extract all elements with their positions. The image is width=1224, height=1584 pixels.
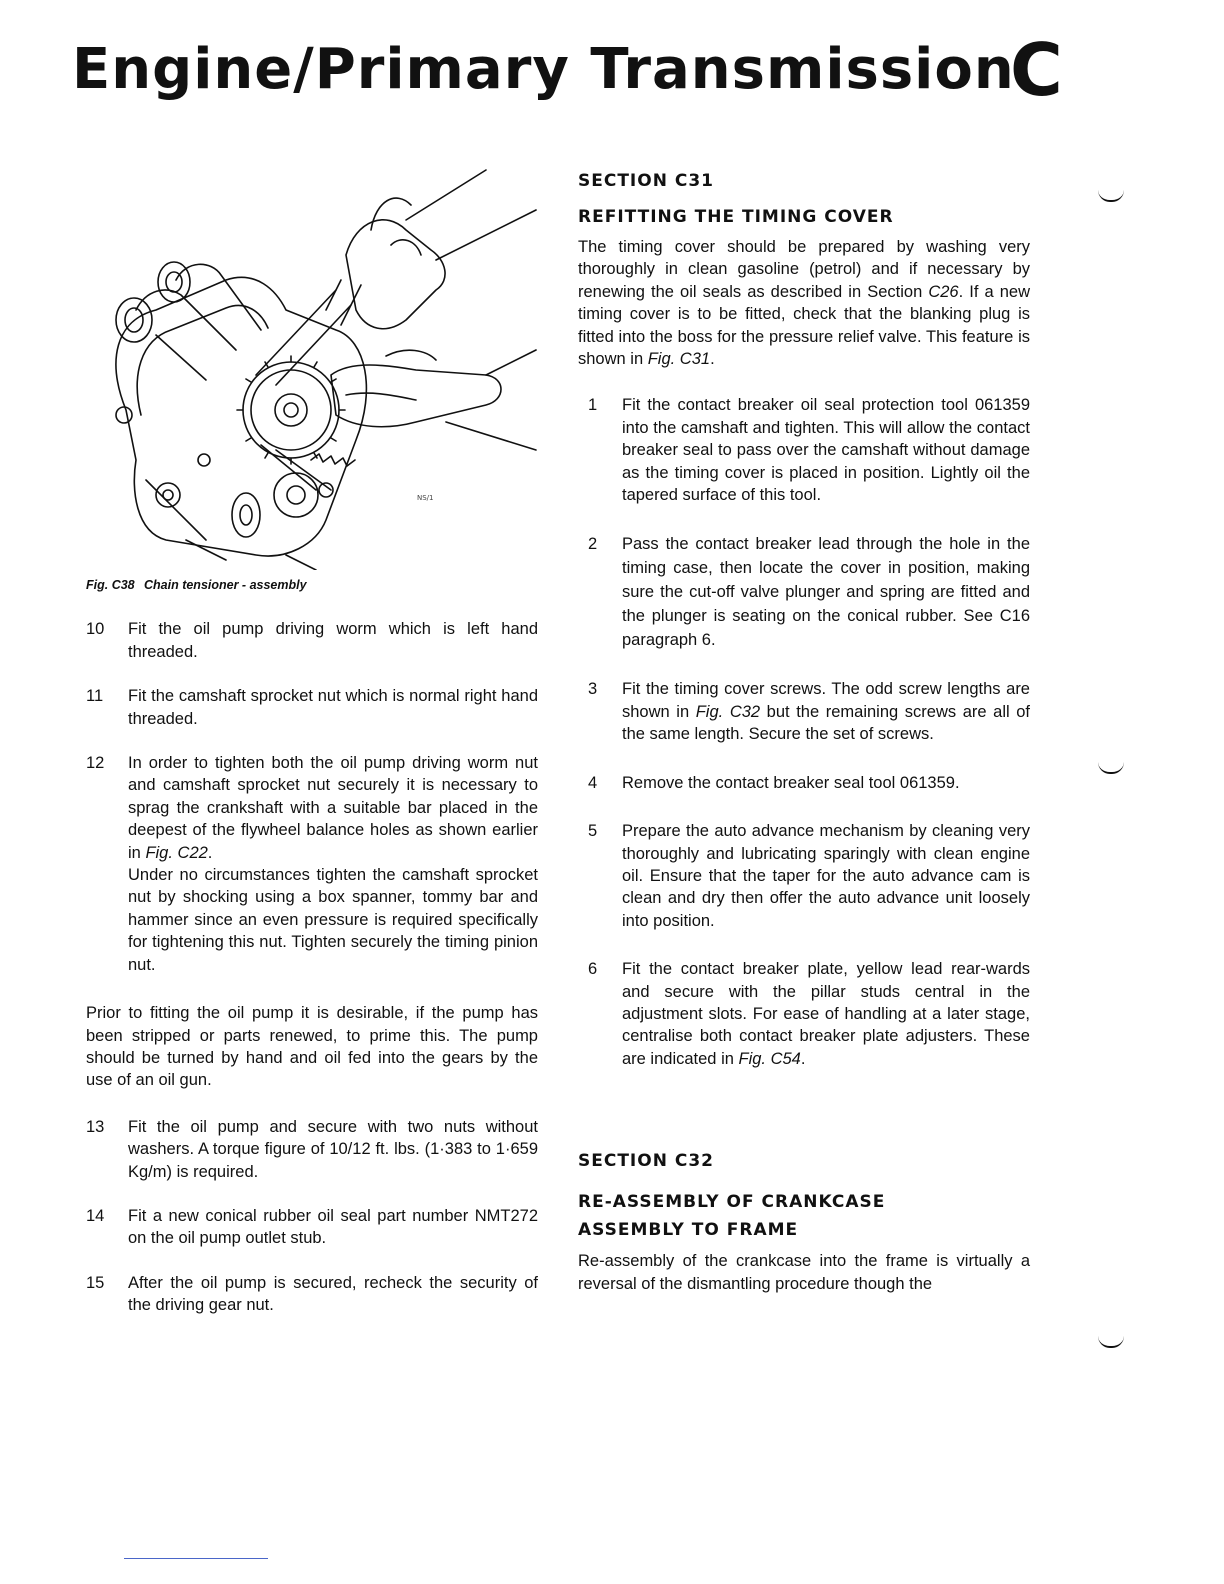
c31-step-2 [578, 532, 1030, 652]
step-number: 1 [588, 396, 598, 415]
intro-text-part: . If a new timing cover is to be fitted, check that the blanking plug is fitted into the boss for the pressure relief valve. This feature is shown in [578, 282, 1030, 369]
section-c32-title-line1: RE-ASSEMBLY OF CRANKCASE [578, 1192, 886, 1213]
section-reference: C26 [928, 282, 959, 301]
right-column [578, 168, 1030, 1319]
c31-step-3 [578, 678, 1030, 745]
c31-step-6 [578, 958, 1030, 1070]
step-13 [86, 1116, 538, 1183]
step-number: 11 [86, 687, 104, 706]
c31-step-5 [578, 820, 1030, 932]
step-text: After the oil pump is secured, recheck the security of the driving gear nut. [128, 1273, 538, 1315]
step-text: Remove the contact breaker seal tool 061359. [622, 773, 960, 792]
binder-hole-mark [1098, 190, 1124, 202]
step-number: 15 [86, 1273, 105, 1292]
step-10 [86, 618, 538, 663]
intro-text-part: . [710, 350, 715, 369]
step-text: Pass the contact breaker lead through the hole in the timing case, then locate the cover in position, making sure the cut-off valve plunger and spring are fitted and the plunger is seating on the conical rubber. See C16 paragraph 6. [622, 535, 1030, 650]
figure-number: Fig. C38 [86, 578, 135, 592]
step-text: Fit the camshaft sprocket nut which is normal right hand threaded. [128, 687, 538, 728]
chain-tensioner-illustration [86, 160, 538, 570]
section-c32-number: SECTION C32 [578, 1151, 714, 1172]
c31-step-1 [578, 394, 1030, 506]
chapter-letter: C [1010, 28, 1063, 112]
step-number: 3 [588, 680, 598, 699]
step-number: 5 [588, 822, 598, 841]
section-c31-title: REFITTING THE TIMING COVER [578, 207, 894, 227]
step-number: 14 [86, 1206, 105, 1225]
section-c32-title-line2: ASSEMBLY TO FRAME [578, 1220, 799, 1241]
step-14 [86, 1205, 538, 1250]
page-title: Engine/Primary Transmission [72, 37, 1015, 102]
step-text-part: . [800, 1049, 806, 1068]
step-text-part: but the remaining screws are all of the same length. Secure the set of screws. [622, 702, 1030, 744]
intro-text-part: The timing cover should be prepared by washing very thoroughly in clean gasoline (petrol) and if necessary by renewing the oil seals as described in Section [578, 238, 1030, 301]
section-c31-number: SECTION C31 [578, 171, 714, 191]
step-15 [86, 1272, 538, 1317]
step-text-part: . [207, 843, 213, 862]
figure-c38 [86, 160, 538, 570]
c31-step-4 [578, 772, 1030, 794]
step-text-warning: Under no circumstances tighten the camshaft sprocket nut by shocking using a box spanner, tommy bar and hammer since an even pressure is required specifically for tightening this nut. Tighten securely the timing pinion nut. [128, 866, 538, 974]
step-text: Fit a new conical rubber oil seal part number NMT272 on the oil pump outlet stub. [128, 1206, 538, 1248]
figure-reference: Fig. C54 [738, 1049, 801, 1068]
figure-caption-text: Chain tensioner - assembly [144, 578, 307, 592]
figure-reference: Fig. C22 [145, 843, 208, 862]
priming-paragraph: Prior to fitting the oil pump it is desirable, if the pump has been stripped or parts renewed, to prime this. The pump should be turned by hand and oil fed into the gears by the use of an oil gun. [86, 1004, 538, 1090]
step-text-part: In order to tighten both the oil pump driving worm nut and camshaft sprocket nut securely it is necessary to sprag the crankshaft with a suitable bar placed in the deepest of the flywheel balance holes as shown earlier in [128, 754, 538, 862]
step-number: 2 [588, 535, 598, 554]
step-text [622, 958, 1030, 1070]
step-number: 10 [86, 620, 105, 639]
step-number: 6 [588, 960, 598, 979]
step-text-part: Fit the timing cover screws. The odd screw lengths are shown in [622, 680, 1030, 721]
figure-reference: Fig. C31 [647, 350, 711, 369]
step-text: Fit the oil pump and secure with two nuts without washers. A torque figure of 10/12 ft. lbs. (1·383 to 1·659 Kg/m) is required. [128, 1117, 538, 1181]
step-number: 12 [86, 754, 105, 773]
step-text-part: Fit the contact breaker plate, yellow lead rear-wards and secure with the pillar studs central in the adjustment slots. For ease of handling at a later stage, centralise both contact breaker plate adjusters. These are indicated in [622, 960, 1030, 1068]
binder-hole-mark [1098, 1336, 1124, 1348]
step-12 [86, 752, 538, 976]
figure-caption [86, 574, 538, 596]
section-c32-text: Re-assembly of the crankcase into the frame is virtually a reversal of the dismantling procedure though the [578, 1252, 1030, 1293]
step-text: Fit the oil pump driving worm which is left hand threaded. [128, 620, 538, 661]
art-label: NS/1 [417, 494, 434, 502]
step-11 [86, 685, 538, 730]
section-c31-intro [578, 236, 1030, 370]
binder-hole-mark [1098, 762, 1124, 774]
step-number: 4 [588, 773, 598, 792]
step-text: Prepare the auto advance mechanism by cleaning very thoroughly and lubricating sparingly with clean engine oil. Ensure that the taper for the auto advance cam is clean and dry then offer the auto advance unit loosely into position. [622, 822, 1030, 930]
figure-reference: Fig. C32 [695, 702, 761, 721]
step-text: Fit the contact breaker oil seal protection tool 061359 into the camshaft and tighten. This will allow the contact breaker seal to pass over the camshaft without damage as the timing cover is placed in position. Lightly oil the tapered surface of this tool. [622, 396, 1030, 505]
step-text [622, 678, 1030, 745]
page-header [72, 28, 1072, 114]
footer-rule [124, 1558, 268, 1559]
left-column [86, 160, 538, 1339]
step-text [128, 752, 538, 976]
step-number: 13 [86, 1117, 105, 1136]
